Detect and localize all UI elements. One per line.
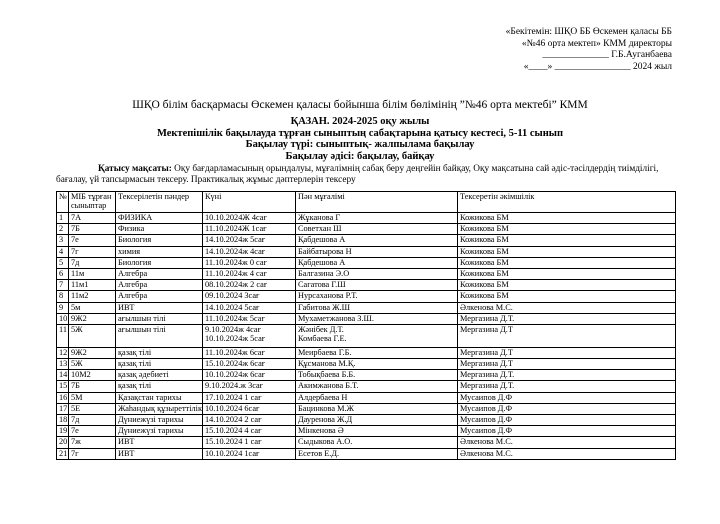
cell-date: 10.10.2024 1сағ [203,448,296,459]
cell-date: 14.10.2024ж 4сағ [203,246,296,257]
cell-number: 10 [57,313,69,324]
cell-subject: қазақ тілі [116,347,203,358]
table-row [57,370,676,381]
cell-teacher: Байбатырова Н [296,246,458,257]
cell-inspector: Әлкенова М.С. [458,437,676,448]
cell-teacher: Қабдешова А [296,257,458,268]
document-titles [0,116,720,162]
table-row [57,426,676,437]
cell-date: 08.10.2024ж 2 сағ [203,280,296,291]
cell-inspector: Әлкенова М.С. [458,302,676,313]
table-row [57,448,676,459]
cell-date: 14.10.2024 2 сағ [203,415,296,426]
approval-block [472,27,672,73]
cell-number: 7 [57,280,69,291]
header-subject: Тексерілетін пәндер [116,192,203,213]
cell-teacher: Габитова Ж.Ш [296,302,458,313]
cell-subject: қазақ тілі [116,381,203,392]
cell-inspector: Мусаипов Д.Ф [458,426,676,437]
cell-class: 7г [69,246,116,257]
cell-inspector: Мергазина Д.Т. [458,313,676,324]
cell-teacher: Есетов Е.Д. [296,448,458,459]
cell-inspector: Мергазина Д.Т. [458,370,676,381]
header-number: № [57,192,69,213]
cell-number: 19 [57,426,69,437]
cell-date: 11.10.2024ж 5сағ [203,313,296,324]
cell-inspector: Әлкенова М.С. [458,448,676,459]
cell-date: 10.10.2024 6сағ [203,403,296,414]
cell-date: 11.10.2024ж 4 сағ [203,268,296,279]
table-row [57,224,676,235]
title-method: Бақылау әдісі: бақылау, байқау [285,150,435,162]
cell-date: 14.10.2024ж 5сағ [203,235,296,246]
cell-date: 11.10.2024Ж 1сағ [203,224,296,235]
cell-inspector: Мергазина Д.Т [458,347,676,358]
cell-inspector: Мусаипов Д.Ф [458,392,676,403]
cell-date: 9.10.2024ж 4сағ 10.10.2024ж 5сағ [203,324,296,347]
cell-date: 15.10.2024 4 сағ [203,426,296,437]
cell-class: 11м2 [69,291,116,302]
cell-number: 11 [57,324,69,347]
cell-number: 2 [57,224,69,235]
cell-class: 9Ж2 [69,313,116,324]
cell-number: 13 [57,359,69,370]
cell-number: 16 [57,392,69,403]
table-row [57,280,676,291]
header-teacher: Пән мұғалімі [296,192,458,213]
approval-line-3: ______________ Г.Б.Ауганбаева [542,50,672,61]
table-row [57,235,676,246]
cell-date: 11.10.2024ж 0 сағ [203,257,296,268]
cell-inspector: Кожикова БМ [458,280,676,291]
cell-subject: Алгебра [116,280,203,291]
cell-class: 5М [69,392,116,403]
cell-subject: ФИЗИКА [116,213,203,224]
cell-inspector: Мергазина Д.Т [458,324,676,347]
cell-teacher: Сагатова Г.Ш [296,280,458,291]
approval-line-2: «№46 орта мектеп» КММ директоры [521,38,672,49]
cell-class: 7г [69,448,116,459]
header-class: МІБ тұрған сыныптар [69,192,116,213]
title-type: Бақылау түрі: сыныптық- жалпылама бақылау [245,139,475,151]
cell-subject: қазақ тілі [116,359,203,370]
table-row [57,403,676,414]
cell-date: 10.10.2024Ж 4сағ [203,213,296,224]
cell-teacher: Мухаметжанова З.Ш. [296,313,458,324]
cell-number: 8 [57,291,69,302]
table-row [57,359,676,370]
cell-subject: Жаһандық құзыреттілік [116,403,203,414]
cell-date: 09.10.2024 3сағ [203,291,296,302]
header-inspector: Тексеретін әкімшілік [458,192,676,213]
table-body [57,213,676,460]
cell-number: 21 [57,448,69,459]
cell-teacher: Мінкенова Ә [296,426,458,437]
cell-number: 9 [57,302,69,313]
cell-class: 7е [69,426,116,437]
cell-class: 7ж [69,437,116,448]
cell-class: 5м [69,302,116,313]
cell-subject: Алгебра [116,291,203,302]
cell-class: 9Ж2 [69,347,116,358]
cell-subject: ағылшын тілі [116,324,203,347]
table-row [57,302,676,313]
cell-teacher: Меирбаева Г.Б. [296,347,458,358]
cell-subject: Биология [116,257,203,268]
cell-class: 7Б [69,381,116,392]
cell-class: 7д [69,257,116,268]
cell-date: 9.10.2024.ж 3сағ [203,381,296,392]
cell-number: 3 [57,235,69,246]
cell-class: 5Е [69,403,116,414]
table-row [57,291,676,302]
cell-date: 15.10.2024 1 сағ [203,437,296,448]
cell-teacher: Жұканова Г [296,213,458,224]
cell-date: 11.10.2024ж 6сағ [203,347,296,358]
cell-teacher: Балгазина Э.О [296,268,458,279]
table-row [57,313,676,324]
cell-inspector: Кожикова БМ [458,246,676,257]
title-subject: Мектепішілік бақылауда тұрған сыныптың сабақтарына қатысу кестесі, 5-11 сынып [156,127,564,139]
organization-line: ШҚО білім басқармасы Өскемен қаласы бойынша білім бөлімінің ”№46 орта мектебі” КММ [132,99,588,111]
cell-inspector: Кожикова БМ [458,235,676,246]
approval-line-4: «____» ________________ 2024 жыл [523,61,672,72]
table-row [57,437,676,448]
header-date: Күні [203,192,296,213]
cell-inspector: Мусаипов Д.Ф [458,415,676,426]
cell-inspector: Мусаипов Д.Ф [458,403,676,414]
table-row [57,392,676,403]
purpose-text-2: бағалау, үй тапсырмасын тексеру. Практикалық жұмыс дәптерлерін тексеру [56,174,356,185]
table-row [57,268,676,279]
cell-date: 10.10.2024ж 6сағ [203,370,296,381]
cell-class: 11м1 [69,280,116,291]
table-row [57,347,676,358]
table-header-row [57,192,676,213]
cell-inspector: Кожикова БМ [458,224,676,235]
cell-subject: Дүниежүзі тарихы [116,426,203,437]
cell-subject: Алгебра [116,268,203,279]
cell-teacher: Нурсаханова Р.Т. [296,291,458,302]
cell-inspector: Кожикова БМ [458,291,676,302]
cell-teacher: Алдербаева Н [296,392,458,403]
purpose-block [56,164,666,185]
cell-teacher: Құсманова М.Қ. [296,359,458,370]
cell-teacher: Советхан Ш [296,224,458,235]
cell-class: 10М2 [69,370,116,381]
cell-subject: ағылшын тілі [116,313,203,324]
cell-class: 7д [69,415,116,426]
cell-class: 11м [69,268,116,279]
table-row [57,257,676,268]
cell-subject: химия [116,246,203,257]
cell-subject: ИВТ [116,437,203,448]
cell-class: 7Б [69,224,116,235]
cell-class: 7е [69,235,116,246]
cell-date: 14.10.2024 5сағ [203,302,296,313]
cell-teacher: Дауренова Ж.Д [296,415,458,426]
cell-subject: Физика [116,224,203,235]
cell-number: 6 [57,268,69,279]
cell-date: 15.10.2024ж 6сағ [203,359,296,370]
cell-date: 17.10.2024 1 сағ [203,392,296,403]
cell-number: 12 [57,347,69,358]
purpose-text-1: Оқу бағдарламасының орындалуы, мұғалімнің сабақ беру деңгейін байқау, Оқу мақсатына сай әдіс-тәсілдердің тиімділігі, [171,164,659,174]
cell-subject: ИВТ [116,448,203,459]
table-row [57,381,676,392]
cell-subject: Қазақстан тарихы [116,392,203,403]
cell-class: 5Ж [69,359,116,370]
cell-number: 18 [57,415,69,426]
title-year: ҚАЗАН. 2024-2025 оқу жылы [290,116,430,127]
cell-teacher: Жәнібек Д.Т. Комбаева Г.Е. [296,324,458,347]
cell-class: 5Ж [69,324,116,347]
cell-number: 1 [57,213,69,224]
cell-subject: Дүниежүзі тарихы [116,415,203,426]
cell-inspector: Мергазина Д.Т. [458,381,676,392]
table-row [57,246,676,257]
cell-inspector: Кожикова БМ [458,257,676,268]
cell-subject: қазақ әдебиеті [116,370,203,381]
cell-inspector: Мергазина Д.Т [458,359,676,370]
cell-number: 20 [57,437,69,448]
cell-number: 5 [57,257,69,268]
cell-class: 7А [69,213,116,224]
cell-teacher: Акимжанова Б.Т. [296,381,458,392]
cell-teacher: Бацинкова М.Ж [296,403,458,414]
cell-teacher: Тобықбаева Б.Б. [296,370,458,381]
cell-inspector: Кожикова БМ [458,268,676,279]
table-row [57,415,676,426]
cell-number: 15 [57,381,69,392]
approval-line-1: «Бекітемін: ШҚО ББ Өскемен қаласы ББ [505,27,672,37]
cell-number: 4 [57,246,69,257]
cell-number: 17 [57,403,69,414]
cell-subject: ИВТ [116,302,203,313]
cell-subject: Биология [116,235,203,246]
cell-inspector: Кожикова БМ [458,213,676,224]
cell-teacher: Қабдешова А [296,235,458,246]
table-row [57,324,676,347]
cell-number: 14 [57,370,69,381]
table-row [57,213,676,224]
schedule-table [56,191,676,460]
cell-teacher: Сыдыкова А.О. [296,437,458,448]
purpose-label: Қатысу мақсаты: [98,164,172,174]
